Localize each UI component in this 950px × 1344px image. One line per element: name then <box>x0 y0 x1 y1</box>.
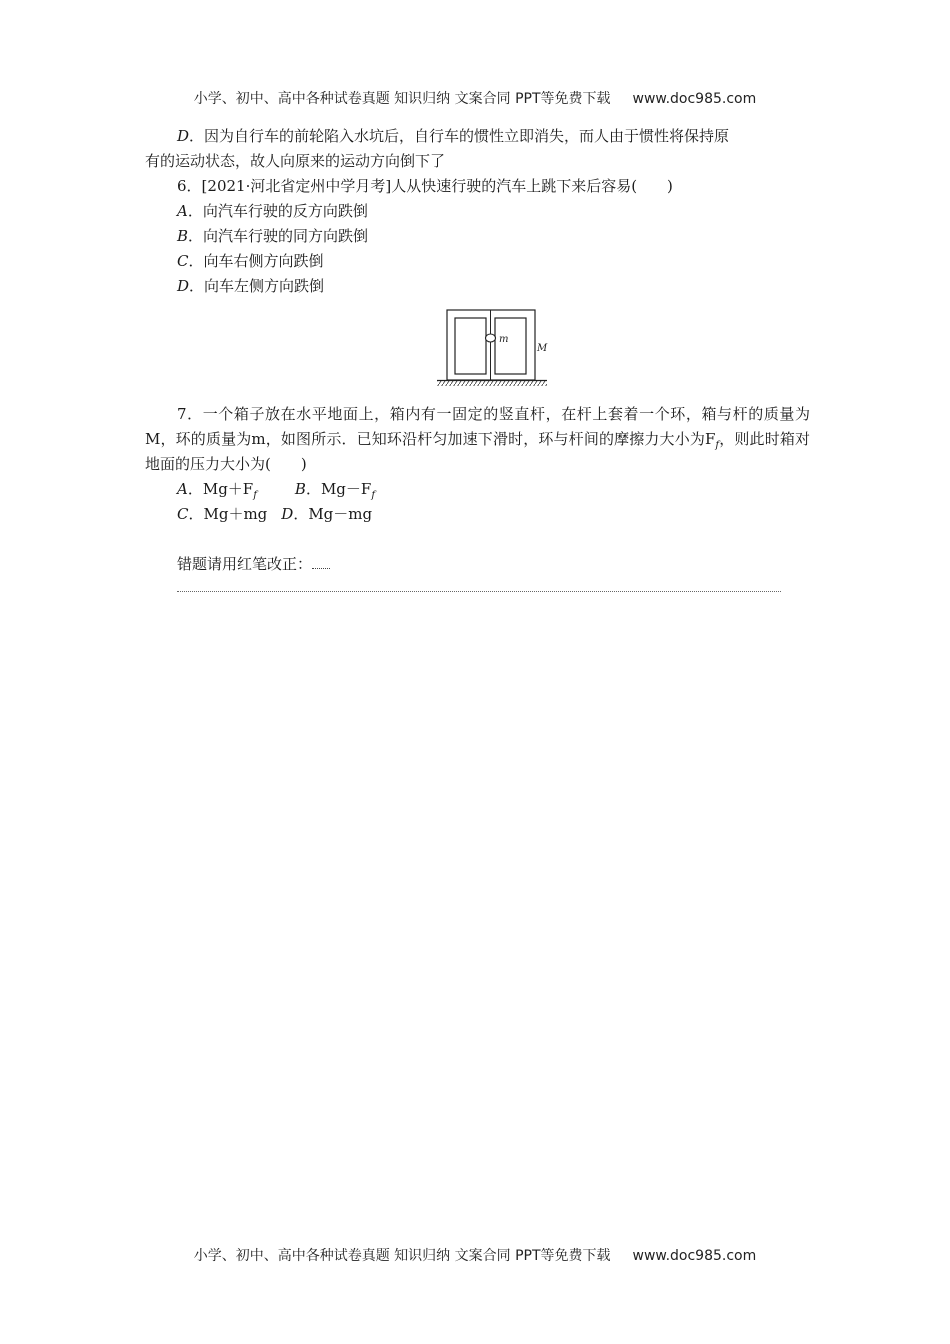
q7-option-c-label: C <box>177 505 189 523</box>
ring <box>486 334 496 342</box>
q6-option-c <box>145 249 810 274</box>
q6-option-d-text: ．向车左侧方向跌倒 <box>189 277 325 295</box>
q6-option-b-text: ．向汽车行驶的同方向跌倒 <box>188 227 369 245</box>
ring-label: m <box>499 334 509 345</box>
q7-option-b-sub: f <box>371 490 376 501</box>
q7-stem-part2: ，则此时箱对地面的压力大小为( ) <box>145 430 810 473</box>
q7-option-d-label: D <box>281 505 294 523</box>
q7-options-ab <box>145 477 810 502</box>
box-right-panel <box>495 318 526 374</box>
q7-option-c-text: ．Mg＋mg <box>188 505 268 523</box>
q6-option-a-text: ．向汽车行驶的反方向跌倒 <box>187 202 368 220</box>
q7-option-b-label: B <box>294 480 306 498</box>
box-rod-ring-figure <box>435 306 555 388</box>
header-text: 小学、初中、高中各种试卷真题 知识归纳 文案合同 PPT等免费下载 <box>193 91 611 107</box>
q7-options-cd <box>145 502 810 527</box>
q6-option-b <box>145 224 810 249</box>
q6-option-d-label: D <box>177 277 190 295</box>
q6-option-d <box>145 274 810 299</box>
q5-option-d-text: ．因为自行车的前轮陷入水坑后，自行车的惯性立即消失，而人由于惯性将保持原 <box>189 127 730 145</box>
q7-option-a-label: A <box>177 480 188 498</box>
q6-option-c-label: C <box>177 252 189 270</box>
q7-stem <box>145 402 810 477</box>
q7-option-a-sub: f <box>253 490 257 501</box>
footer-text: 小学、初中、高中各种试卷真题 知识归纳 文案合同 PPT等免费下载 <box>193 1248 611 1264</box>
box-label: M <box>537 343 548 354</box>
q7-stem-subscript: f <box>715 440 720 451</box>
q5-option-d-label: D <box>177 127 190 145</box>
q6-stem: 6．[2021·河北省定州中学月考]人从快速行驶的汽车上跳下来后容易( ) <box>177 177 673 195</box>
answer-dotted-line <box>177 591 781 592</box>
page-content <box>145 124 810 577</box>
q7-option-a-text: ．Mg＋F <box>187 480 254 498</box>
q6-option-a <box>145 199 810 224</box>
ground-hatch <box>437 381 547 386</box>
correction-prompt <box>145 552 810 577</box>
q7-stem-part1: 7．一个箱子放在水平地面上，箱内有一固定的竖直杆，在杆上套着一个环，箱与杆的质量为M，环的质量为m，如图所示．已知环沿杆匀加速下滑时，环与杆间的摩擦力大小为F <box>145 405 810 448</box>
q6-option-b-label: B <box>177 227 189 245</box>
q6-option-a-label: A <box>177 202 188 220</box>
page-footer <box>0 1245 950 1265</box>
q5-option-d-line2: 有的运动状态，故人向原来的运动方向倒下了 <box>145 152 446 170</box>
page-header <box>0 88 950 108</box>
q7-option-d-text: ．Mg－mg <box>293 505 373 523</box>
header-url[interactable]: www.doc985.com <box>632 91 757 107</box>
box-left-panel <box>455 318 486 374</box>
q5-option-d-line1 <box>145 124 810 149</box>
correction-blank[interactable] <box>312 554 330 569</box>
correction-label: 错题请用红笔改正： <box>177 555 313 573</box>
q7-option-b-text: ．Mg－F <box>305 480 372 498</box>
q6-option-c-text: ．向车右侧方向跌倒 <box>188 252 324 270</box>
footer-url[interactable]: www.doc985.com <box>632 1248 757 1264</box>
